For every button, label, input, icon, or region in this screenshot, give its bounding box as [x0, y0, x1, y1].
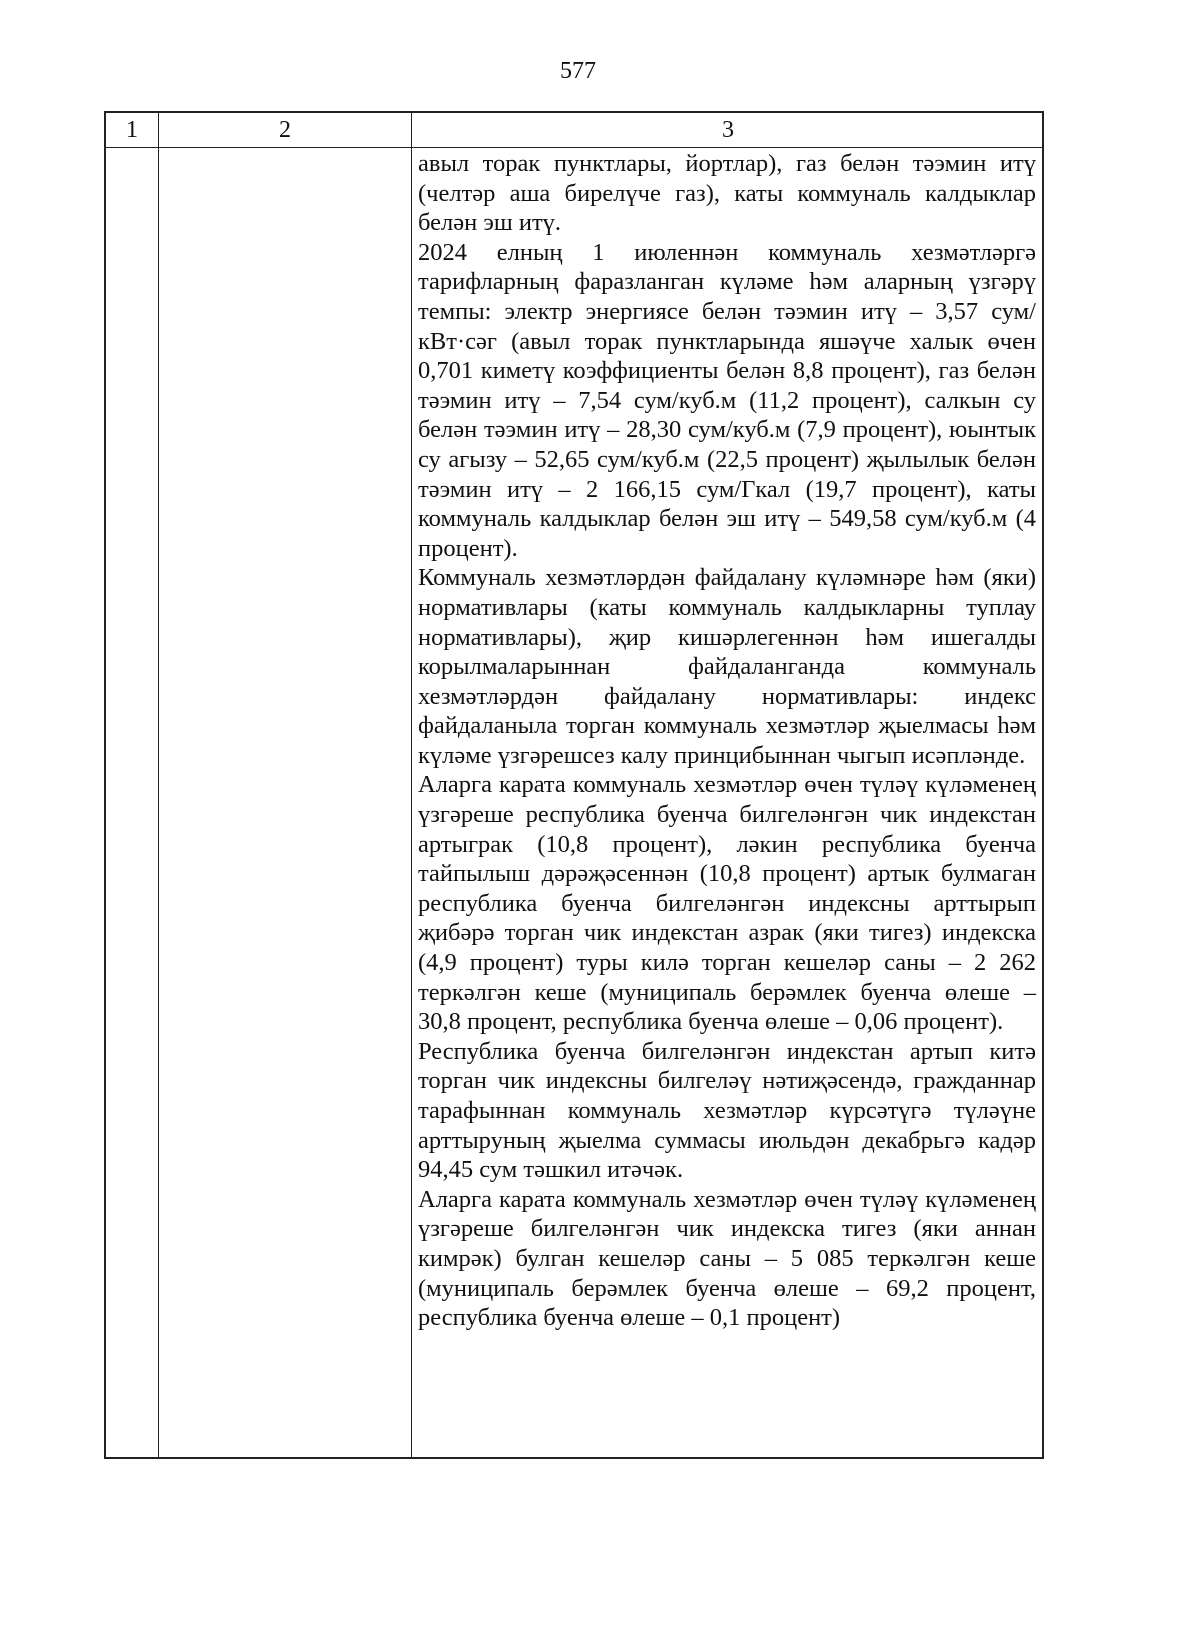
column-header-3: 3: [722, 117, 734, 143]
paragraph-people-within-index: Аларга карата коммуналь хезмәтләр өчен түләү күләменең үзгәреше билгеләнгән чик индекска тигез (яки аннан кимрәк) булган кешеләр саны – 5 085 теркәлгән кеше (муниципаль берәмлек буенча өлеше – 69,2 процент, республика буенча өлеше – 0,1 процент): [418, 1185, 1036, 1332]
column-header-2: 2: [279, 117, 291, 143]
page-number: 577: [560, 58, 596, 84]
column-3-content: [418, 149, 1036, 1333]
paragraph-tariff-services: авыл торак пунктлары, йортлар), газ белән тәэмин итү (челтәр аша бирелүче газ), каты коммуналь калдыклар белән эш итү.: [418, 150, 1036, 237]
paragraph-consumption-norms: Коммуналь хезмәтләрдән файдалану күләмнәре һәм (яки) нормативлары (каты коммуналь калдыкларны туплау нормативлары), җир кишәрлегеннән һәм ишегалды корылмаларыннан файдаланганда коммуналь хезмәтләрдән файдалану нормативлары: индекс файдаланыла торган коммуналь хезмәтләр җыелмасы һәм күләме үзгәрешсез калу принцибыннан чыгып исәпләнде.: [418, 564, 1036, 769]
column-header-1: 1: [126, 117, 138, 143]
column-divider: [158, 113, 159, 1457]
header-divider: [106, 147, 1042, 148]
data-table: [104, 111, 1044, 1459]
paragraph-tariff-forecast: 2024 елның 1 июленнән коммуналь хезмәтләргә тарифларның фаразланган күләме һәм аларның үзгәрү темпы: электр энергиясе белән тәэмин итү – 3,57 сум/кВт·сәг (авыл торак пунктларында яшәүче халык өчен 0,701 киметү коэффициенты белән 8,8 процент), газ белән тәэмин итү – 7,54 сум/куб.м (11,2 процент), салкын су белән тәэмин итү – 28,30 сум/куб.м (7,9 процент), юынтык су агызу – 52,65 сум/куб.м (22,5 процент) җылылык белән тәэмин итү – 2 166,15 сум/Гкал (19,7 процент), каты коммуналь калдыклар белән эш итү – 549,58 сум/куб.м (4 процент).: [418, 238, 1036, 562]
column-divider: [411, 113, 412, 1457]
paragraph-total-increase: Республика буенча билгеләнгән индекстан артып китә торган чик индексны билгеләү нәтиҗәсендә, гражданнар тарафыннан коммуналь хезмәтләр күрсәтүгә түләүне арттыруның җыелма суммасы июльдән декабрьгә кадәр 94,45 сум тәшкил итәчәк.: [418, 1037, 1036, 1184]
paragraph-people-above-index: Аларга карата коммуналь хезмәтләр өчен түләү күләменең үзгәреше республика буенча билгеләнгән чик индекстан артыграк (10,8 процент), ләкин республика буенча тайпылыш дәрәҗәсеннән (10,8 процент) артык булмаган республика буенча билгеләнгән индексны арттырып җибәрә торган чик индекстан азрак (яки тигез) индекска (4,9 процент) туры килә торган кешеләр саны – 2 262 теркәлгән кеше (муниципаль берәмлек буенча өлеше – 30,8 процент, республика буенча өлеше – 0,06 процент).: [418, 771, 1036, 1036]
